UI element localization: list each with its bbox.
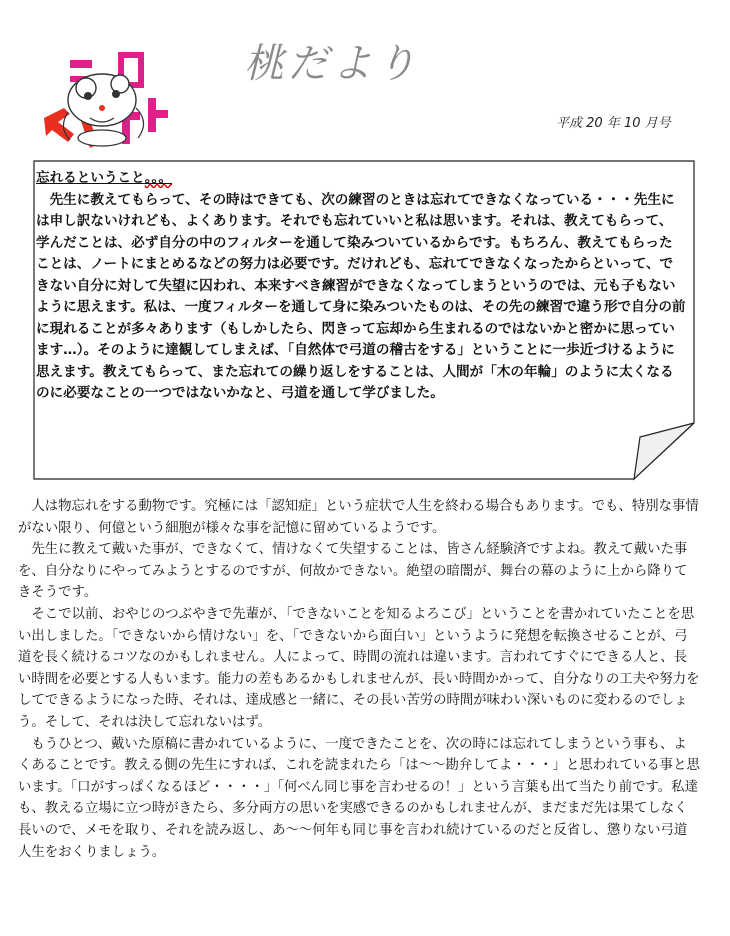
article-paragraph: 人は物忘れをする動物です。究極には「認知症」という症状で人生を終わる場合もあります。でも、特別な事情がない限り、何億という細胞が様々な事を記憶に留めているようです。 (18, 499, 699, 536)
note-body: 先生に教えてもらって、その時はできても、次の練習のときは忘れてできなくなっている・・・先生には申し訳ないけれども、よくあります。それでも忘れていいと私は思います。それは、教えてもらって、学んだことは、必ず自分の中のフィルターを通して染みついているからです。もちろん、教えてもらったことは、ノートにまとめるなどの努力は必要です。だけれども、忘れてできなくなったからといって、できない自分に対して失望に囚われ、本来すべき練習ができなくなってしまうというのでは、元も子もないように思えます。私は、一度フィルターを通して身に染みついたものは、その先の練習で違う形で自分の前に現れることが多々あります（もしかしたら、閃きって忘却から生まれるのではないかと密かに思っています…）。そのように達観してしまえば、「自然体で弓道の稽古をする」ということに一歩近づけるように思えます。教えてもらって、また忘れての繰り返しをすることは、人間が「木の年輪」のように太くなるのに必要なことの一つではないかなと、弓道を通して学びました。 (36, 191, 686, 401)
article-paragraph: もうひとつ、戴いた原稿に書かれているように、一度できたことを、次の時には忘れてしまうという事も、よくあることです。教える側の先生にすれば、これを読まれたら「は〜〜勘弁してよ・・・」と思われている事と思います。「口がすっぱくなるほど・・・・」「何べん同じ事を言わせるの！」という言葉も出て当たり前です。私達も、教える立場に立つ時がきたら、多分両方の思いを実感できるのかもしれませんが、まだまだ先は果てしなく長いので、メモを取り、それを読み返し、あ〜〜何年も同じ事を言われ続けているのだと反省し、懲りない弓道人生をおくりましょう。 (18, 736, 700, 860)
article-paragraph: 先生に教えて戴いた事が、できなくて、情けなくて失望することは、皆さん経験済ですよね。教えて戴いた事を、自分なりにやってみようとするのですが、何故かできない。絶望の暗闇が、舞台の幕のように上から降りてきそうです。 (18, 542, 688, 601)
newsletter-title: 桃だより (244, 41, 420, 87)
note-heading-text: 忘れるということ (36, 170, 145, 186)
note-heading (36, 168, 172, 190)
issue-date: 平成 20 年 10 月号 (556, 116, 671, 131)
newsletter-logo (40, 48, 180, 158)
note-content (36, 168, 686, 405)
article-body (18, 496, 700, 863)
article-paragraph: そこで以前、おやじのつぶやきで先輩が、「できないことを知るよろこび」ということを書かれていたことを思い出しました。「できないから情けない」を、「できないから面白い」というように発想を転換させることが、弓道を長く続けるコツなのかもしれません。人によって、時間の流れは違います。言われてすぐにできる人と、長い時間を必要とする人もいます。能力の差もあるかもしれませんが、長い時間かかって、自分なりの工夫や努力をしてできるようになった時、それは、達成感と一緒に、その長い苦労の時間が味わい深いものに変わるのでしょう。そして、それは決して忘れないはず。 (18, 606, 700, 730)
note-heading-dots: 。。。 (144, 170, 172, 186)
